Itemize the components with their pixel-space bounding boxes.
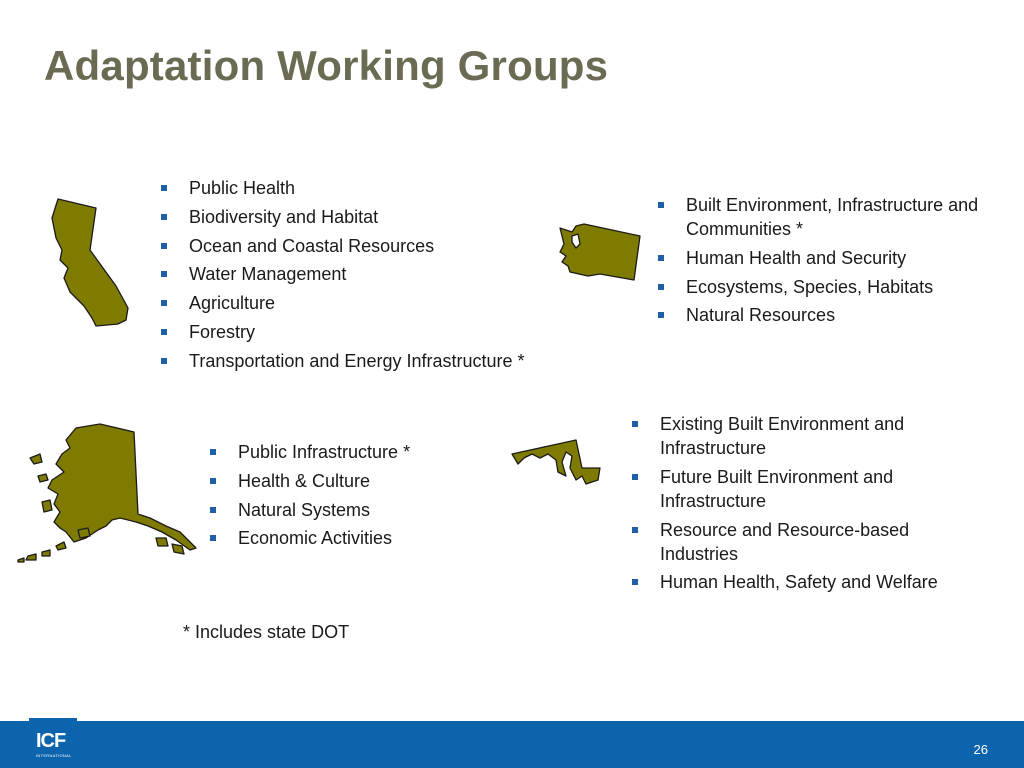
- icf-logo-subtext: INTERNATIONAL: [36, 753, 72, 758]
- list-item: Ecosystems, Species, Habitats: [656, 275, 996, 299]
- slide-title: Adaptation Working Groups: [44, 42, 609, 89]
- list-item: Natural Systems: [208, 498, 410, 522]
- alaska-group-list: [208, 440, 410, 555]
- list-item: Ocean and Coastal Resources: [159, 234, 525, 258]
- footnote: * Includes state DOT: [183, 622, 350, 642]
- list-item: Agriculture: [159, 291, 525, 315]
- california-map-icon: [50, 198, 130, 328]
- alaska-map-icon: [16, 422, 198, 562]
- california-group-list: [159, 176, 525, 378]
- list-item: Natural Resources: [656, 303, 996, 327]
- list-item: Human Health and Security: [656, 246, 996, 270]
- list-item: Built Environment, Infrastructure and Communities *: [656, 193, 996, 241]
- list-item: Forestry: [159, 320, 525, 344]
- list-item: Biodiversity and Habitat: [159, 205, 525, 229]
- list-item: Health & Culture: [208, 469, 410, 493]
- list-item: Human Health, Safety and Welfare: [630, 570, 960, 594]
- list-item: Transportation and Energy Infrastructure *: [159, 349, 525, 373]
- icf-logo: ICF: [36, 730, 66, 752]
- footer-bar: [0, 721, 1024, 768]
- washington-group-list: [656, 193, 996, 332]
- list-item: Economic Activities: [208, 526, 410, 550]
- page-number: 26: [973, 742, 988, 757]
- maryland-group-list: [630, 412, 960, 599]
- list-item: Future Built Environment and Infrastructure: [630, 465, 960, 513]
- washington-map-icon: [558, 222, 642, 282]
- list-item: Public Infrastructure *: [208, 440, 410, 464]
- maryland-map-icon: [510, 438, 602, 486]
- list-item: Existing Built Environment and Infrastructure: [630, 412, 960, 460]
- list-item: Resource and Resource-based Industries: [630, 518, 960, 566]
- list-item: Water Management: [159, 262, 525, 286]
- list-item: Public Health: [159, 176, 525, 200]
